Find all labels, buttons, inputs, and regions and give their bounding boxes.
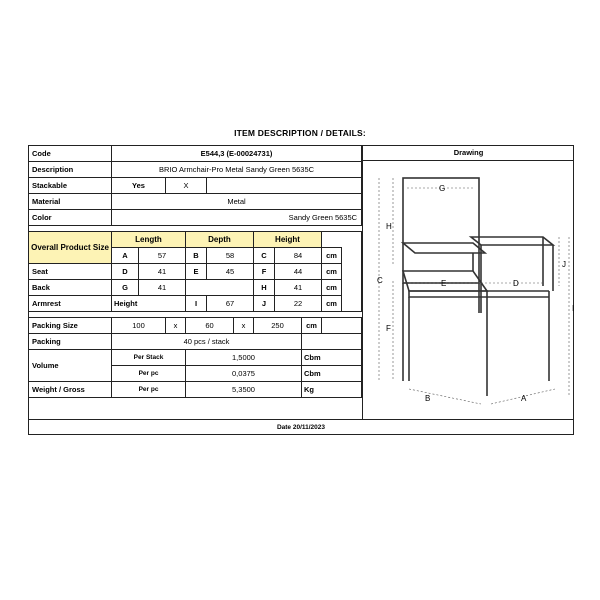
description-value: BRIO Armchair-Pro Metal Sandy Green 5635C <box>112 162 362 178</box>
armrest-label: Armrest <box>29 296 112 312</box>
unit-cm: cm <box>322 248 342 264</box>
dim-b-value: 58 <box>207 248 254 264</box>
dim-h-label: H <box>254 280 275 296</box>
material-label: Material <box>29 194 112 210</box>
packing-height: 250 <box>254 318 302 334</box>
date-footer: Date 20/11/2023 <box>28 419 574 435</box>
dim-i-label: I <box>186 296 207 312</box>
per-stack-label: Per Stack <box>112 350 186 366</box>
seat-label: Seat <box>29 264 112 280</box>
color-value: Sandy Green 5635C <box>112 210 362 226</box>
overall-size-label: Overall Product Size <box>29 232 112 264</box>
drawing-panel <box>362 161 574 419</box>
stackable-mark: X <box>166 178 207 194</box>
stackable-yes: Yes <box>112 178 166 194</box>
packing-value: 40 pcs / stack <box>112 334 302 350</box>
dim-i-value: 67 <box>207 296 254 312</box>
dim-g-value: 41 <box>139 280 186 296</box>
label-e: E <box>441 279 447 288</box>
dim-d-label: D <box>112 264 139 280</box>
dim-g-label: G <box>112 280 139 296</box>
height-header: Height <box>254 232 322 248</box>
dim-j-label: J <box>254 296 275 312</box>
label-d: D <box>513 279 519 288</box>
dim-a-value: 57 <box>139 248 186 264</box>
length-header: Length <box>112 232 186 248</box>
dim-f-label: F <box>254 264 275 280</box>
chair-left-armrest <box>403 243 485 253</box>
unit-cm: cm <box>322 280 342 296</box>
packing-x2: x <box>234 318 254 334</box>
packing-label: Packing <box>29 334 112 350</box>
label-f: F <box>386 324 391 333</box>
material-value: Metal <box>112 194 362 210</box>
back-label: Back <box>29 280 112 296</box>
dim-h-value: 41 <box>275 280 322 296</box>
volume-unit: Cbm <box>302 366 362 382</box>
label-b: B <box>425 394 431 403</box>
color-label: Color <box>29 210 112 226</box>
dim-c-value: 84 <box>275 248 322 264</box>
dim-e-value: 45 <box>207 264 254 280</box>
weight-value: 5,3500 <box>186 382 302 398</box>
depth-header: Depth <box>186 232 254 248</box>
dim-j-value: 22 <box>275 296 322 312</box>
label-g: G <box>439 184 446 193</box>
dim-d-value: 41 <box>139 264 186 280</box>
dim-a-label: A <box>112 248 139 264</box>
chair-right-armrest <box>471 237 553 245</box>
stackable-label: Stackable <box>29 178 112 194</box>
dim-c-label: C <box>254 248 275 264</box>
per-pc-label: Per pc <box>112 366 186 382</box>
packing-x1: x <box>166 318 186 334</box>
label-h: H <box>386 222 392 231</box>
chair-seat-edge <box>409 291 487 297</box>
label-j: J <box>562 260 566 269</box>
unit-cm: cm <box>322 264 342 280</box>
weight-label: Weight / Gross <box>29 382 112 398</box>
volume-unit: Cbm <box>302 350 362 366</box>
chair-back-frame <box>403 178 479 283</box>
label-a: A <box>521 394 527 403</box>
armrest-height-label: Height <box>112 296 186 312</box>
weight-unit: Kg <box>302 382 362 398</box>
packing-width: 60 <box>186 318 234 334</box>
unit-cm: cm <box>322 296 342 312</box>
volume-per-stack: 1,5000 <box>186 350 302 366</box>
chair-drawing <box>363 161 575 419</box>
volume-per-pc: 0,0375 <box>186 366 302 382</box>
packing-length: 100 <box>112 318 166 334</box>
dim-b-label: B <box>186 248 207 264</box>
code-label: Code <box>29 146 112 162</box>
code-value: E544,3 (E-00024731) <box>112 146 362 162</box>
packing-unit: cm <box>302 318 322 334</box>
dim-f-value: 44 <box>275 264 322 280</box>
packing-size-label: Packing Size <box>29 318 112 334</box>
volume-label: Volume <box>29 350 112 382</box>
label-c: C <box>377 276 383 285</box>
drawing-header: Drawing <box>362 145 574 161</box>
description-label: Description <box>29 162 112 178</box>
label-i: I <box>572 304 575 313</box>
weight-per-pc-label: Per pc <box>112 382 186 398</box>
dim-e-label: E <box>186 264 207 280</box>
page-title: ITEM DESCRIPTION / DETAILS: <box>234 128 366 138</box>
